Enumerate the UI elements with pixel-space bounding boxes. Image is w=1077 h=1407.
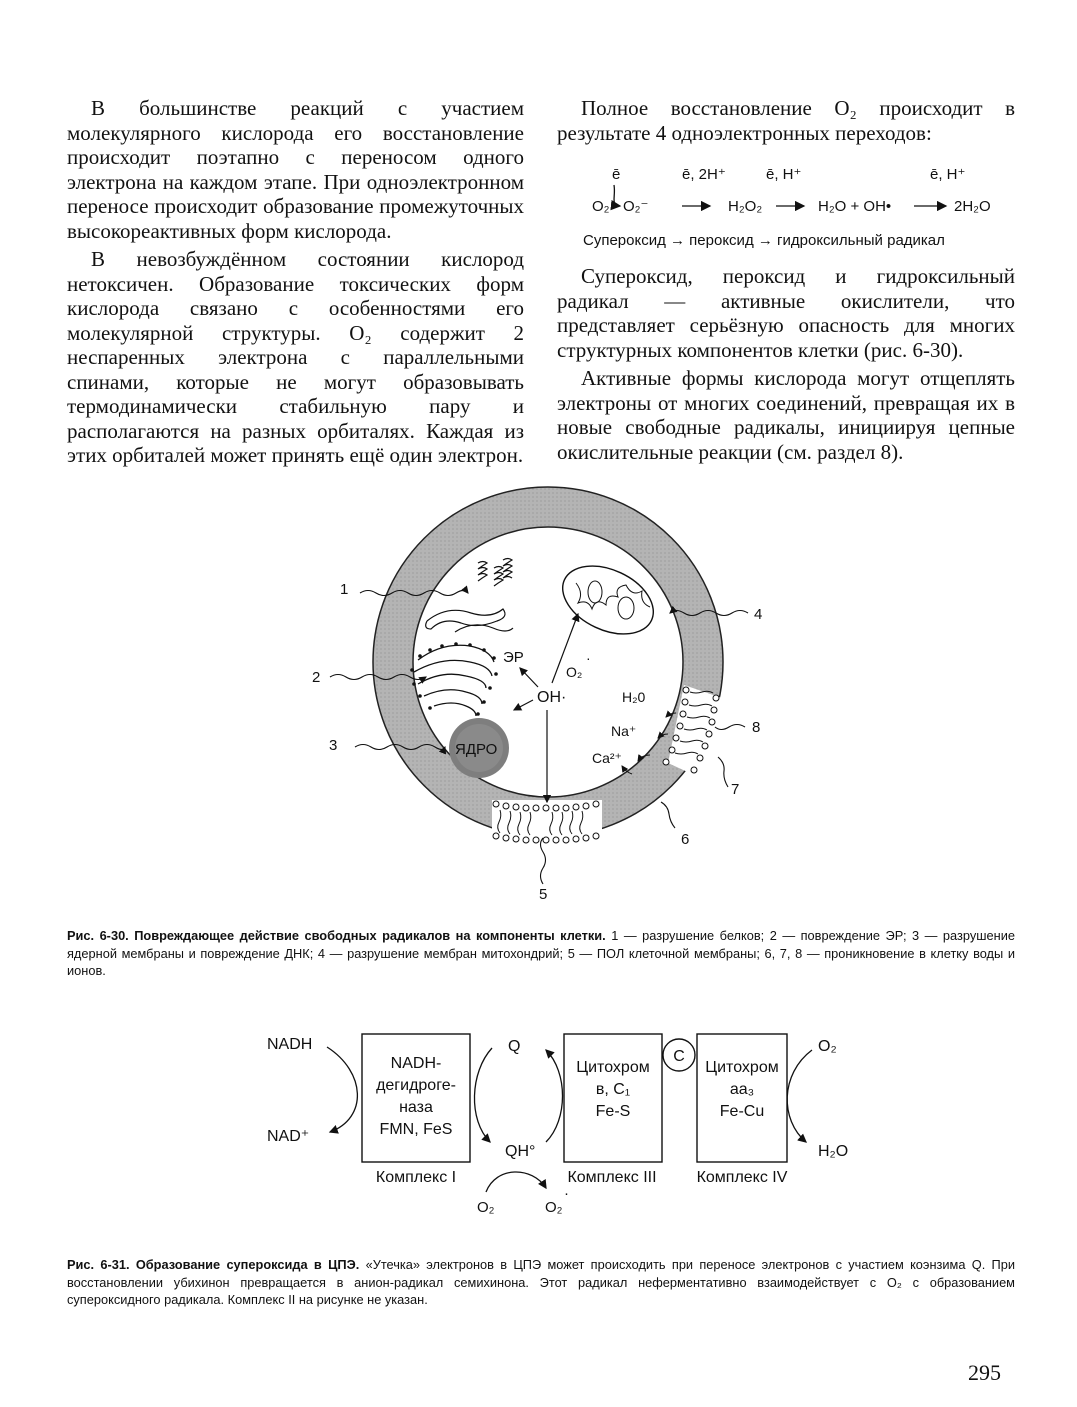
reaction-scheme — [570, 165, 1030, 225]
callout-6: 6 — [681, 831, 690, 848]
paragraph: Активные формы кислорода могут отщеплять электроны от многих соединений, превращая их в новые свободные радикалы, инициируя цепные окислительные реакции (см. раздел 8). — [557, 366, 1015, 464]
paragraph: Полное восстановление O₂ происходит в результате 4 одноэлектронных переходов: — [557, 96, 1015, 145]
right-text-column-top — [557, 96, 1015, 145]
qh-label: QH° — [505, 1143, 536, 1160]
paragraph: В невозбуждённом состоянии кислород нетоксичен. Образование токсических форм кислорода связано с особенностями его молекулярной структуры. O₂ содержит 2 неспаренных электрона с параллельными спинами, которые не могут образовывать термодинамически стабильную пару и располагаются на разных орбиталях. Каждая из этих орбиталей может принять ещё один электрон. — [67, 247, 524, 467]
figure-6-30-caption — [67, 927, 1015, 980]
complex-1-line-1: NADH- — [390, 1055, 442, 1072]
nadh-label: NADH — [267, 1036, 313, 1053]
complex-4-caption: Комплекс IV — [696, 1169, 788, 1186]
figure-6-30-caption-text: 1 — разрушение белков; 2 — повреждение ЭР; 3 — разрушение ядерной мембраны и повреждение ДНК; 4 — разрушение мембран митохондрий; 5 — ПОЛ клеточной мембраны; 6, 7, 8 — проникновение в клетку воды и ионов. — [67, 928, 1015, 978]
q-to-qh-arrow — [474, 1048, 492, 1142]
callout-8: 8 — [752, 719, 761, 736]
superoxide-out-dot: · — [564, 1185, 569, 1202]
paragraph: Супероксид, пероксид и гидроксильный радикал — активные окислители, что представляет серьёзную опасность для многих структурных компонентов клетки (рис. 6-30). — [557, 264, 1015, 362]
h2o-label: H₂O — [818, 1143, 849, 1160]
step4-label: ē, H⁺ — [930, 166, 966, 183]
callout-3: 3 — [329, 737, 338, 754]
figure-6-31-caption-title: Рис. 6-31. Образование супероксида в ЦПЭ. — [67, 1257, 360, 1272]
cytochrome-c-label: C — [673, 1048, 685, 1065]
step3-label: ē, H⁺ — [766, 166, 802, 183]
page-number: 295 — [968, 1360, 1001, 1385]
figure-6-31-caption — [67, 1256, 1015, 1309]
water-product: 2H₂O — [954, 198, 991, 215]
complex-3-line-3: Fe-S — [595, 1103, 631, 1120]
superoxide-label: O₂ — [566, 664, 583, 680]
sodium-label: Na⁺ — [611, 723, 637, 739]
paragraph: В большинстве реакций с участием молекулярного кислорода его восстановление происходит поэтапно с переносом одного электрона на каждом этапе. При одноэлектронном переносе происходит образование промежуточных высокореактивных форм кислорода. — [67, 96, 524, 243]
o2-to-water-arrow — [787, 1050, 812, 1142]
right-text-column-bottom — [557, 264, 1015, 464]
callout-1: 1 — [340, 581, 349, 598]
callout-5: 5 — [539, 886, 548, 903]
damaged-membrane-bottom — [492, 800, 602, 843]
callout-2: 2 — [312, 669, 321, 686]
complex-3-box — [564, 1034, 662, 1162]
left-text-column — [67, 96, 524, 468]
figure-6-31-caption-text: «Утечка» электронов в ЦПЭ может происходить при переносе электронов с участием коэнзима Q. При восстановлении убихинон превращается в анион-радикал семихинона. Этот радикал неферментативно взаимодействует с O₂ с образованием супероксидного радикала. Комплекс II на рисунке не указан. — [67, 1257, 1016, 1307]
superoxide-formation-arrow — [486, 1172, 546, 1192]
q-label: Q — [508, 1038, 521, 1055]
water-label: H₂0 — [622, 689, 646, 705]
nad-label: NAD⁺ — [267, 1128, 310, 1145]
complex-1-box — [362, 1034, 470, 1162]
peroxide-species: H₂O₂ — [728, 198, 763, 215]
calcium-label: Ca²⁺ — [592, 750, 622, 766]
superoxide-dot: · — [586, 650, 591, 666]
figure-6-31-etc — [0, 1020, 1077, 1250]
complex-3-line-2: в, С₁ — [595, 1081, 631, 1098]
complex-1-line-3: наза — [399, 1099, 433, 1116]
complex-3-line-1: Цитохром — [576, 1059, 650, 1076]
callout-7: 7 — [731, 781, 740, 798]
o2-species: O₂ — [592, 198, 610, 215]
complex-4-line-1: Цитохром — [705, 1059, 779, 1076]
complex-1-line-2: дегидроге- — [376, 1077, 456, 1094]
complex-4-box — [697, 1034, 787, 1162]
complex-4-line-3: Fe-Cu — [719, 1103, 765, 1120]
hydroxyl-radical-label: OH· — [537, 689, 567, 706]
o2-top-label: O₂ — [818, 1038, 837, 1055]
nadh-arrow — [327, 1047, 357, 1132]
step2-label: ē, 2H⁺ — [682, 166, 726, 183]
er-label: ЭР — [503, 649, 524, 666]
qh-to-q-arrow — [546, 1050, 563, 1142]
nucleus-label: ЯДРО — [455, 741, 498, 758]
figure-6-30-caption-title: Рис. 6-30. Повреждающее действие свободных радикалов на компоненты клетки. — [67, 928, 606, 943]
complex-1-line-4: FMN, FeS — [379, 1121, 453, 1138]
superoxide-species: O₂⁻ — [623, 198, 649, 215]
o2-in-label: O₂ — [477, 1199, 495, 1216]
arrow-1 — [614, 185, 620, 206]
water-hydroxyl-species: H₂O + OH• — [818, 198, 892, 215]
complex-4-line-2: aa₃ — [729, 1081, 755, 1098]
reaction-chain-caption: Супероксид → пероксид → гидроксильный радикал — [583, 232, 945, 249]
callout-4: 4 — [754, 606, 763, 623]
complex-3-caption: Комплекс III — [567, 1169, 657, 1186]
complex-1-caption: Комплекс I — [375, 1169, 457, 1186]
superoxide-out-label: O₂ — [545, 1199, 563, 1216]
step1-label: ē — [612, 166, 621, 183]
figure-6-30-cell — [0, 480, 1077, 910]
